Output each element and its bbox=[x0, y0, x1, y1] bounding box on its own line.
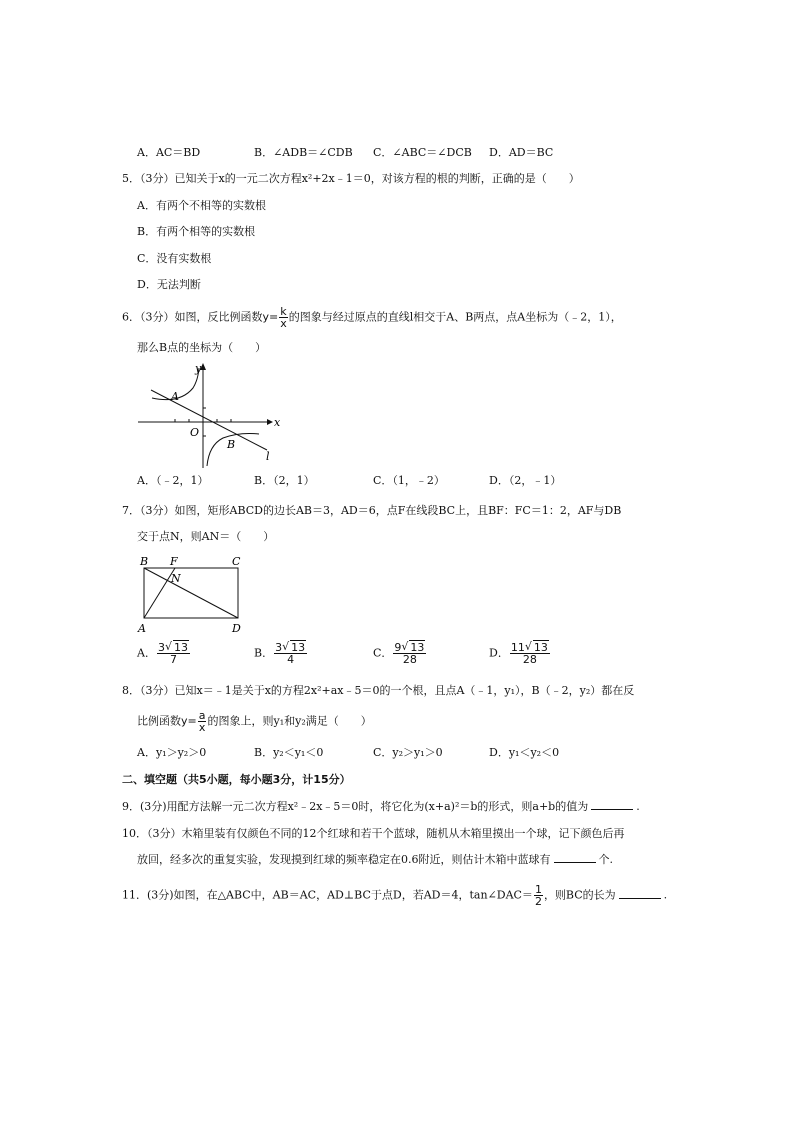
q5-stem: 5．（3分）已知关于x的一元二次方程x²+2x﹣1＝0，对该方程的根的判断，正确的是（ ） bbox=[122, 172, 580, 185]
q8-fraction: $\frac{a}{x}$ bbox=[198, 709, 206, 734]
q6-line-l bbox=[151, 390, 267, 450]
q6-option-d[interactable]: D．（2，﹣1） bbox=[489, 474, 562, 487]
q8-option-d[interactable]: D．y₁＜y₂＜0 bbox=[489, 746, 560, 759]
q10-answer-blank[interactable] bbox=[554, 852, 596, 863]
q8-option-a[interactable]: A．y₁＞y₂＞0 bbox=[137, 746, 207, 759]
q6-figure bbox=[135, 360, 285, 470]
q6-label-x: x bbox=[274, 416, 281, 429]
q6-option-b[interactable]: B．（2，1） bbox=[254, 474, 315, 487]
q7-segment-bd bbox=[144, 568, 238, 618]
q7-label-a: A bbox=[138, 622, 146, 634]
q7-option-b[interactable]: B． 3 √ 13 4 bbox=[254, 640, 306, 666]
q7-label-c: C bbox=[232, 555, 241, 568]
q7-option-c[interactable]: C． 9 √ 13 28 bbox=[373, 640, 425, 666]
q5-option-d[interactable]: D．无法判断 bbox=[137, 278, 201, 291]
q6-label-l: l bbox=[266, 450, 270, 463]
q6-stem-line1: 6．（3分）如图，反比例函数y= $\frac{k}{x}$ 的图象与经过原点的直线l相交于A、B两点，点A坐标为（﹣2，1）， bbox=[122, 305, 622, 330]
q11-answer-blank[interactable] bbox=[619, 888, 661, 899]
q5-option-c[interactable]: C．没有实数根 bbox=[137, 252, 212, 265]
q9-answer-blank[interactable] bbox=[591, 799, 633, 810]
q7-label-f: F bbox=[170, 555, 178, 568]
q10-stem-line2: 放回，经多次的重复实验，发现摸到红球的频率稳定在0.6附近，则估计木箱中蓝球有 个. bbox=[137, 853, 613, 866]
q6-option-a[interactable]: A．（﹣2，1） bbox=[137, 474, 209, 487]
q6-label-o: O bbox=[190, 426, 200, 439]
q7-option-a[interactable]: A． 3 √ 13 7 bbox=[137, 640, 188, 666]
q6-label-b: B bbox=[227, 438, 236, 451]
q6-y-eq: y= bbox=[262, 310, 279, 324]
q4-option-d[interactable]: D．AD＝BC bbox=[489, 146, 554, 159]
q7-label-b: B bbox=[140, 555, 149, 568]
q6-option-c[interactable]: C．（1，﹣2） bbox=[373, 474, 445, 487]
q7-label-n: N bbox=[171, 572, 181, 585]
q4-option-c[interactable]: C．∠ABC＝∠DCB bbox=[373, 146, 472, 159]
q8-option-b[interactable]: B．y₂＜y₁＜0 bbox=[254, 746, 324, 759]
q4-option-a[interactable]: A．AC＝BD bbox=[137, 146, 201, 159]
q6-fraction: $\frac{k}{x}$ bbox=[280, 305, 287, 330]
q7-figure bbox=[136, 552, 246, 634]
q7-label-d: D bbox=[232, 622, 241, 634]
q8-option-c[interactable]: C．y₂＞y₁＞0 bbox=[373, 746, 443, 759]
q6-label-a: A bbox=[171, 390, 179, 403]
q6-x-arrow-icon bbox=[267, 419, 273, 425]
q7-stem-line1: 7．（3分）如图，矩形ABCD的边长AB＝3，AD＝6，点F在线段BC上，且BF：FC＝1：2，AF与DB bbox=[122, 504, 622, 517]
q10-stem-line1: 10．（3分）木箱里装有仅颜色不同的12个红球和若干个蓝球，随机从木箱里摸出一个球，记下颜色后再 bbox=[122, 827, 625, 840]
q9-stem: 9．(3分)用配方法解一元二次方程x²﹣2x﹣5＝0时，将它化为(x+a)²＝b的形式，则a+b的值为 . bbox=[122, 800, 640, 813]
q5-option-b[interactable]: B．有两个相等的实数根 bbox=[137, 225, 256, 238]
q11-stem: 11．(3分)如图，在△ABC中，AB＝AC，AD⊥BC于点D，若AD＝4，tan∠DAC＝ $\frac{1}{2}$ ，则BC的长为 . bbox=[122, 883, 668, 908]
q6-label-y: y bbox=[195, 362, 202, 375]
q7-option-d[interactable]: D． 11 √ 13 28 bbox=[489, 640, 548, 666]
q6-stem-line2: 那么B点的坐标为（ ） bbox=[137, 341, 267, 354]
q8-stem-line1: 8．（3分）已知x＝﹣1是关于x的方程2x²+ax﹣5＝0的一个根，且点A（﹣1，y₁），B（﹣2，y₂）都在反 bbox=[122, 684, 635, 697]
section-2-heading: 二、填空题（共5小题，每小题3分，计15分） bbox=[122, 773, 351, 786]
q8-stem-line2: 比例函数y= $\frac{a}{x}$ 的图象上，则y₁和y₂满足（ ） bbox=[137, 709, 372, 734]
q7-stem-line2: 交于点N，则AN＝（ ） bbox=[137, 530, 275, 543]
q4-option-b[interactable]: B．∠ADB＝∠CDB bbox=[254, 146, 353, 159]
q5-option-a[interactable]: A．有两个不相等的实数根 bbox=[137, 199, 266, 212]
q11-fraction: $\frac{1}{2}$ bbox=[534, 883, 542, 908]
